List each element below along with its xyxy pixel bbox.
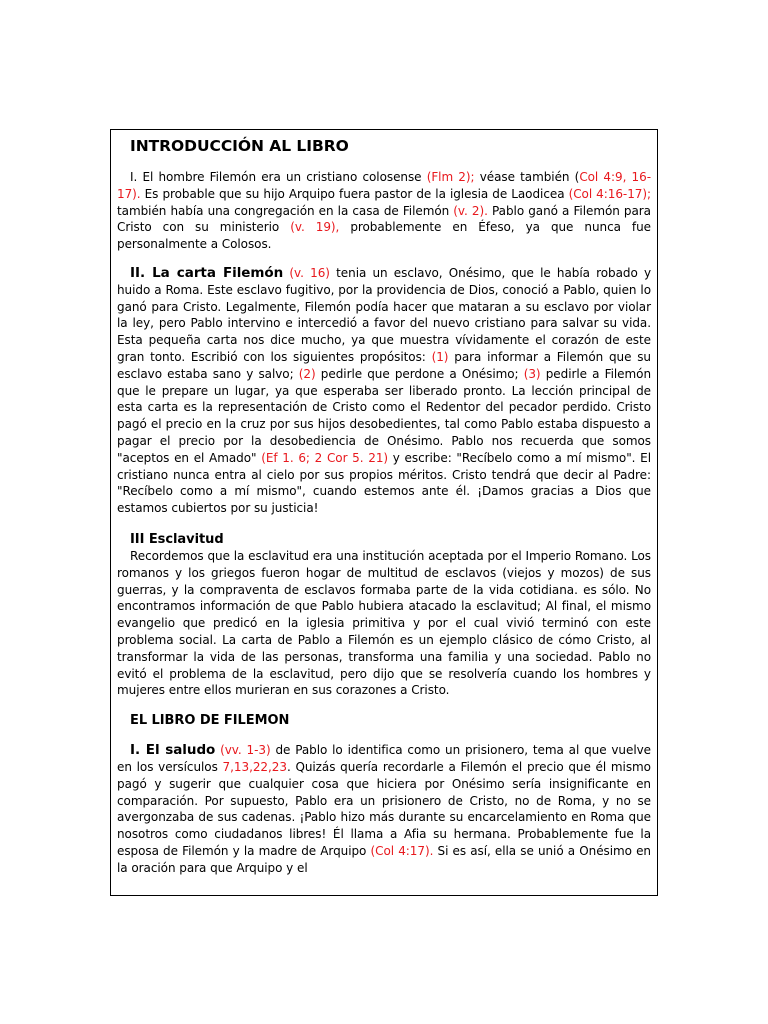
scripture-reference: (vv. 1-3) <box>220 743 271 758</box>
document-frame <box>110 129 658 896</box>
text-run: pedirle a Filemón que le prepare un lugar, ya que esperaba ser liberado pronto. La lección principal de esta carta es la representación de Cristo como el Redentor del pecador perdido. Cristo pagó el precio en la cruz por sus hijos desobedientes, tal como Pablo estaba dispuesto a pagar el precio por la desobediencia de Onésimo. Pablo nos recuerda que somos "aceptos en el Amado" <box>117 366 652 465</box>
section3-paragraph: Recordemos que la esclavitud era una institución aceptada por el Imperio Romano. Los romanos y los griegos fueron hogar de multitud de esclavos (viejos y mozos) de sus guerras, y la compraventa de esclavos formaba parte de la vida cotidiana. es sólo. No encontramos información de que Pablo hubiera atacado la esclavitud; Al final, el mismo evangelio que predicó en la iglesia primitiva y por el cual vivió terminó con este problema social. La carta de Pablo a Filemón es un ejemplo clásico de cómo Cristo, al transformar la vida de las personas, transforma una familia y una sociedad. Pablo no evitó el problema de la esclavitud, pero dijo que se resolvería cuando los hombres y mujeres entre ellos murieran en sus corazones a Cristo. <box>117 548 651 698</box>
text-run: probablemente en Éfeso, ya que nunca fue personalmente a Colosos. <box>117 220 651 252</box>
text-run: Es probable que su hijo Arquipo fuera pastor de la iglesia de Laodicea <box>140 186 569 201</box>
text-run: y escribe: "Recíbelo como a mí mismo". El cristiano nunca entra al cielo por sus propios méritos. Cristo tendrá que decir al Padre: "Recíbelo como a mí mismo", cuando estemos ante él. ¡Damos gracias a Dios que estamos cubiertos por su justicia! <box>117 450 651 516</box>
scripture-reference: (Flm 2); <box>426 170 475 184</box>
text-run: Pablo ganó a Filemón para Cristo con su ministerio <box>117 203 651 235</box>
scripture-reference: (Ef 1. 6; 2 Cor 5. 21) <box>261 450 389 465</box>
text-run: para informar a Filemón que su esclavo estaba sano y salvo; <box>117 349 651 381</box>
text-run: de Pablo lo identifica como un prisionero, tema al que vuelve en los versículos <box>117 743 651 774</box>
scripture-reference: (v. 2). <box>453 203 488 218</box>
text-run: también había una congregación en la casa de Filemón <box>117 203 454 218</box>
scripture-reference: (2) <box>298 366 316 381</box>
document-content <box>117 130 651 876</box>
scripture-reference: (1) <box>431 349 449 364</box>
scripture-reference: 7,13,22,23 <box>222 759 287 774</box>
scripture-reference: (Col 4:16-17); <box>568 186 652 201</box>
book-title: EL LIBRO DE FILEMON <box>130 713 290 729</box>
text-run: véase también ( <box>474 170 580 184</box>
scripture-reference: Col 4:9, 16-17). <box>117 170 651 201</box>
text-run: Si es así, ella se unió a Onésimo en la oración para que Arquipo y el <box>117 843 651 875</box>
scripture-reference: (v. 16) <box>289 265 330 280</box>
scripture-reference: (v. 19), <box>290 220 340 235</box>
scripture-reference: (3) <box>523 366 541 381</box>
text-run: I. El hombre Filemón era un cristiano colosense <box>130 170 427 184</box>
intro-paragraph <box>117 169 651 253</box>
text-run: tenia un esclavo, Onésimo, que le había robado y huido a Roma. Este esclavo fugitivo, por la providencia de Dios, conoció a Pablo, quien lo ganó para Cristo. Legalmente, Filemón podía hacer que mataran a su esclavo por violar la ley, pero Pablo intervino e intercedió a favor del nuevo cristiano para salvar su vida. Esta pequeña carta nos dice mucho, ya que muestra vívidamente el corazón de este gran tonto. Escribió con los siguientes propósitos: <box>117 265 652 364</box>
book-paragraph <box>117 742 651 876</box>
scripture-reference: (Col 4:17). <box>370 843 434 858</box>
section2-paragraph <box>117 265 651 517</box>
book-lead: I. El saludo <box>130 742 216 759</box>
text-run: . Quizás quería recordarle a Filemón el precio que él mismo pagó y sugerir que cualquier cosa que hiciera por Onésimo sería insignificante en comparación. Por supuesto, Pablo era un prisionero de Cristo, no de Roma, y no se avergonzaba de sus cadenas. ¡Pablo hizo más durante su encarcelamiento en Roma que nosotros como ciudadanos libres! Él llama a Afia su hermana. Probablemente fue la esposa de Filemón y la madre de Arquipo <box>117 759 651 858</box>
text-run: pedirle que perdone a Onésimo; <box>315 366 524 381</box>
intro-title: INTRODUCCIÓN AL LIBRO <box>130 137 349 155</box>
section2-body <box>117 266 651 515</box>
section2-lead: II. La carta Filemón <box>130 264 284 281</box>
section3-title: III Esclavitud <box>130 531 224 547</box>
book-body <box>117 743 651 875</box>
